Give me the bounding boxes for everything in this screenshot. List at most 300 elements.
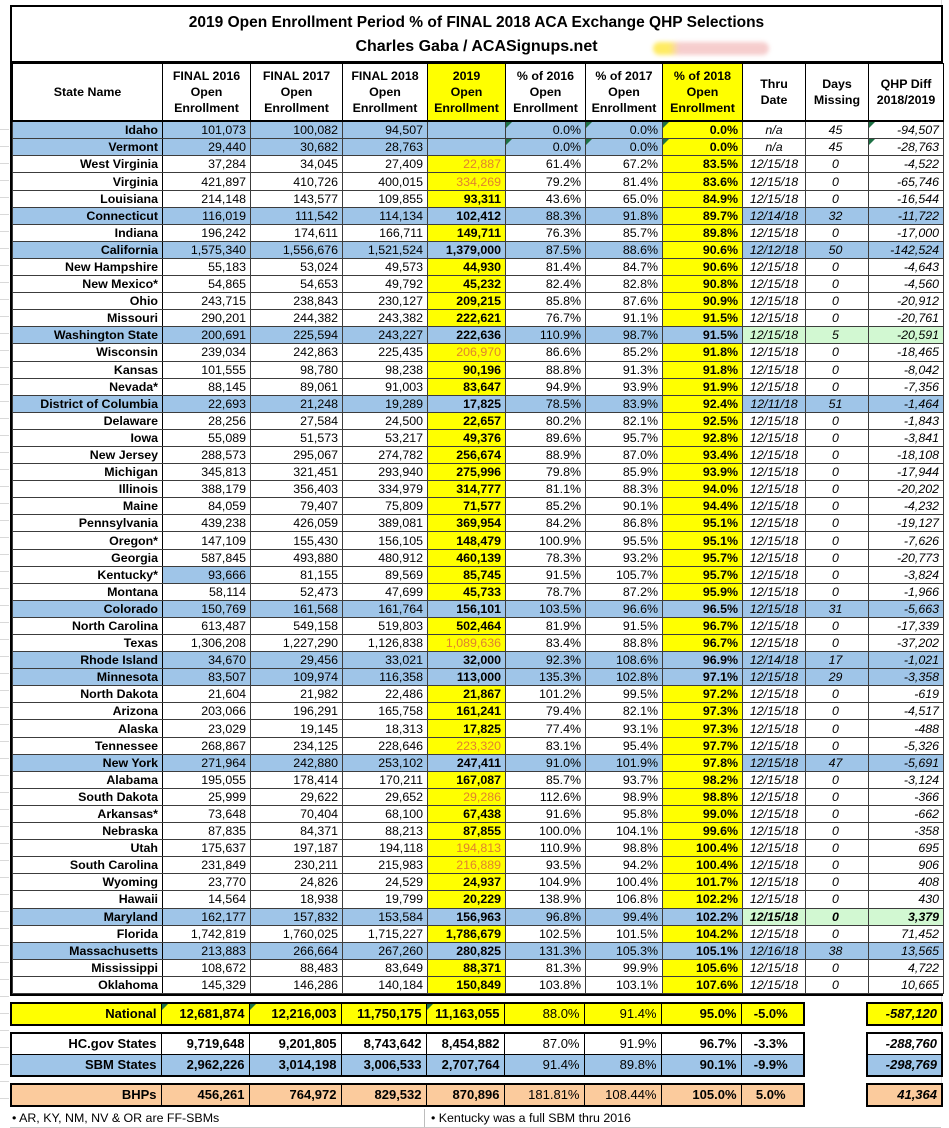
cell-e19: [428, 121, 506, 139]
state-row: [13, 224, 944, 241]
cell-diff: -4,517: [869, 703, 944, 720]
cell-p18: 93.9%: [663, 464, 743, 481]
col-header-p18: % of 2018 Open Enrollment: [663, 64, 743, 122]
cell-p18: 91.5%: [663, 327, 743, 344]
cell-p16: 86.6%: [506, 344, 586, 361]
cell-f17: 111,542: [251, 207, 343, 224]
cell-p17: 95.8%: [586, 805, 663, 822]
sum-p17: 91.9%: [584, 1033, 661, 1055]
cell-p18: 97.3%: [663, 703, 743, 720]
cell-f18: 225,435: [343, 344, 428, 361]
cell-f17: 52,473: [251, 583, 343, 600]
cell-thru: 12/15/18: [743, 635, 806, 652]
cell-f18: 1,521,524: [343, 241, 428, 258]
cell-diff: -20,761: [869, 310, 944, 327]
state-row: [13, 276, 944, 293]
cell-thru: 12/15/18: [743, 429, 806, 446]
cell-name: New Hampshire: [13, 258, 163, 275]
cell-days: 0: [806, 925, 869, 942]
cell-f18: 98,238: [343, 361, 428, 378]
cell-name: Maryland: [13, 908, 163, 925]
state-row: [13, 891, 944, 908]
cell-e19: 502,464: [428, 617, 506, 634]
cell-diff: -1,843: [869, 412, 944, 429]
cell-f17: 426,059: [251, 515, 343, 532]
cell-p17: 99.9%: [586, 959, 663, 976]
cell-name: Rhode Island: [13, 652, 163, 669]
cell-e19: 29,286: [428, 788, 506, 805]
cell-e19: 1,379,000: [428, 241, 506, 258]
sum-days: [804, 1003, 867, 1025]
cell-thru: 12/15/18: [743, 498, 806, 515]
cell-p18: 95.1%: [663, 532, 743, 549]
cell-thru: 12/15/18: [743, 327, 806, 344]
sum-p18: 90.1%: [661, 1054, 741, 1076]
cell-p18: 89.8%: [663, 224, 743, 241]
cell-f18: 68,100: [343, 805, 428, 822]
cell-f16: 28,256: [163, 412, 251, 429]
cell-f17: 242,880: [251, 754, 343, 771]
cell-p18: 97.2%: [663, 686, 743, 703]
cell-thru: 12/15/18: [743, 805, 806, 822]
cell-days: 0: [806, 549, 869, 566]
state-row: [13, 378, 944, 395]
cell-name: Illinois: [13, 481, 163, 498]
cell-p17: 91.5%: [586, 617, 663, 634]
cell-e19: 22,887: [428, 156, 506, 173]
cell-p17: 85.9%: [586, 464, 663, 481]
cell-e19: 32,000: [428, 652, 506, 669]
hcgov-sbm-summary: [10, 1032, 943, 1077]
cell-p16: 81.1%: [506, 481, 586, 498]
cell-diff: -28,763: [869, 139, 944, 156]
cell-p17: 98.8%: [586, 840, 663, 857]
cell-p16: 79.2%: [506, 173, 586, 190]
cell-diff: -11,722: [869, 207, 944, 224]
state-row: [13, 635, 944, 652]
state-row: [13, 344, 944, 361]
cell-f16: 195,055: [163, 771, 251, 788]
table-subtitle: Charles Gaba / ACASignups.net: [355, 38, 598, 56]
cell-diff: 4,722: [869, 959, 944, 976]
cell-e19: 87,855: [428, 823, 506, 840]
state-row: [13, 156, 944, 173]
cell-f16: 162,177: [163, 908, 251, 925]
cell-p17: 100.4%: [586, 874, 663, 891]
cell-thru: n/a: [743, 121, 806, 139]
cell-f16: 55,089: [163, 429, 251, 446]
cell-thru: 12/15/18: [743, 412, 806, 429]
state-row: [13, 600, 944, 617]
cell-e19: 280,825: [428, 942, 506, 959]
cell-e19: 167,087: [428, 771, 506, 788]
cell-p18: 100.4%: [663, 840, 743, 857]
state-row: [13, 327, 944, 344]
cell-name: Oklahoma: [13, 976, 163, 993]
cell-f16: 54,865: [163, 276, 251, 293]
cell-p16: 94.9%: [506, 378, 586, 395]
cell-days: 0: [806, 840, 869, 857]
cell-days: 0: [806, 361, 869, 378]
cell-p17: 99.4%: [586, 908, 663, 925]
col-header-p17: % of 2017 Open Enrollment: [586, 64, 663, 122]
cell-diff: -5,691: [869, 754, 944, 771]
cell-f16: 145,329: [163, 976, 251, 993]
cell-f18: 89,569: [343, 566, 428, 583]
cell-diff: 13,565: [869, 942, 944, 959]
cell-days: 0: [806, 156, 869, 173]
cell-p16: 78.3%: [506, 549, 586, 566]
summary-row: [11, 1033, 942, 1055]
sum-e19: 11,163,055: [426, 1003, 504, 1025]
cell-diff: -18,465: [869, 344, 944, 361]
cell-p18: 99.0%: [663, 805, 743, 822]
state-row: [13, 788, 944, 805]
cell-f16: 421,897: [163, 173, 251, 190]
cell-days: 45: [806, 121, 869, 139]
cell-p18: 97.8%: [663, 754, 743, 771]
cell-thru: 12/15/18: [743, 156, 806, 173]
cell-thru: 12/15/18: [743, 823, 806, 840]
cell-thru: 12/15/18: [743, 361, 806, 378]
cell-diff: -5,663: [869, 600, 944, 617]
cell-name: Colorado: [13, 600, 163, 617]
cell-f17: 161,568: [251, 600, 343, 617]
state-row: [13, 959, 944, 976]
state-row: [13, 549, 944, 566]
cell-thru: 12/15/18: [743, 976, 806, 993]
cell-p16: 138.9%: [506, 891, 586, 908]
sum-f16: 2,962,226: [161, 1054, 249, 1076]
cell-p18: 92.4%: [663, 395, 743, 412]
cell-e19: 223,320: [428, 737, 506, 754]
cell-p17: 82.8%: [586, 276, 663, 293]
cell-f16: 439,238: [163, 515, 251, 532]
cell-f16: 203,066: [163, 703, 251, 720]
cell-f18: 153,584: [343, 908, 428, 925]
state-row: [13, 361, 944, 378]
sum-diff: 41,364: [867, 1084, 942, 1106]
summary-row: [11, 1054, 942, 1076]
sum-name: HC.gov States: [11, 1033, 161, 1055]
cell-f17: 295,067: [251, 446, 343, 463]
cell-p17: 101.9%: [586, 754, 663, 771]
sum-p16: 181.81%: [504, 1084, 584, 1106]
cell-p16: 0.0%: [506, 121, 586, 139]
cell-f16: 87,835: [163, 823, 251, 840]
sum-e19: 2,707,764: [426, 1054, 504, 1076]
cell-diff: 10,665: [869, 976, 944, 993]
cell-f16: 23,029: [163, 720, 251, 737]
cell-f18: 243,227: [343, 327, 428, 344]
cell-days: 0: [806, 429, 869, 446]
cell-name: Maine: [13, 498, 163, 515]
cell-f16: 1,306,208: [163, 635, 251, 652]
cell-f18: 334,979: [343, 481, 428, 498]
cell-p18: 91.5%: [663, 310, 743, 327]
cell-e19: 156,101: [428, 600, 506, 617]
col-header-state: State Name: [13, 64, 163, 122]
cell-p18: 105.6%: [663, 959, 743, 976]
summary-row: [11, 1084, 942, 1106]
state-row: [13, 617, 944, 634]
cell-name: Utah: [13, 840, 163, 857]
cell-thru: 12/15/18: [743, 874, 806, 891]
state-row: [13, 241, 944, 258]
sum-f17: 12,216,003: [249, 1003, 341, 1025]
cell-p18: 91.9%: [663, 378, 743, 395]
cell-name: Kansas: [13, 361, 163, 378]
cell-p17: 86.8%: [586, 515, 663, 532]
cell-e19: 209,215: [428, 293, 506, 310]
cell-f16: 55,183: [163, 258, 251, 275]
cell-f18: 24,529: [343, 874, 428, 891]
cell-f16: 271,964: [163, 754, 251, 771]
cell-e19: 148,479: [428, 532, 506, 549]
sum-diff: -288,760: [867, 1033, 942, 1055]
cell-diff: -358: [869, 823, 944, 840]
cell-diff: -4,560: [869, 276, 944, 293]
cell-f18: 18,313: [343, 720, 428, 737]
sum-p17: 89.8%: [584, 1054, 661, 1076]
cell-f18: 389,081: [343, 515, 428, 532]
sum-p16: 91.4%: [504, 1054, 584, 1076]
state-row: [13, 190, 944, 207]
cell-f18: 83,649: [343, 959, 428, 976]
cell-name: New York: [13, 754, 163, 771]
cell-f16: 22,693: [163, 395, 251, 412]
cell-days: 0: [806, 737, 869, 754]
cell-p16: 85.8%: [506, 293, 586, 310]
cell-thru: 12/15/18: [743, 754, 806, 771]
cell-f17: 1,760,025: [251, 925, 343, 942]
cell-f16: 231,849: [163, 857, 251, 874]
cell-p17: 105.7%: [586, 566, 663, 583]
cell-thru: 12/15/18: [743, 703, 806, 720]
cell-e19: 67,438: [428, 805, 506, 822]
cell-f17: 100,082: [251, 121, 343, 139]
cell-p16: 61.4%: [506, 156, 586, 173]
cell-e19: 222,636: [428, 327, 506, 344]
cell-f18: 114,134: [343, 207, 428, 224]
cell-days: 0: [806, 515, 869, 532]
cell-days: 0: [806, 703, 869, 720]
cell-days: 32: [806, 207, 869, 224]
cell-thru: 12/12/18: [743, 241, 806, 258]
cell-name: Oregon*: [13, 532, 163, 549]
cell-f17: 1,556,676: [251, 241, 343, 258]
cell-p16: 100.9%: [506, 532, 586, 549]
cell-f18: 19,289: [343, 395, 428, 412]
cell-e19: 83,647: [428, 378, 506, 395]
cell-thru: 12/15/18: [743, 720, 806, 737]
cell-f17: 84,371: [251, 823, 343, 840]
bhp-summary: [10, 1083, 943, 1107]
cell-e19: 93,311: [428, 190, 506, 207]
col-header-f17: FINAL 2017 Open Enrollment: [251, 64, 343, 122]
cell-p18: 92.5%: [663, 412, 743, 429]
sum-f17: 9,201,805: [249, 1033, 341, 1055]
cell-f16: 93,666: [163, 566, 251, 583]
cell-f16: 147,109: [163, 532, 251, 549]
cell-name: Washington State: [13, 327, 163, 344]
cell-thru: 12/11/18: [743, 395, 806, 412]
cell-name: Alabama: [13, 771, 163, 788]
cell-p18: 90.6%: [663, 258, 743, 275]
cell-f17: 230,211: [251, 857, 343, 874]
cell-thru: 12/15/18: [743, 446, 806, 463]
cell-diff: 408: [869, 874, 944, 891]
cell-p16: 80.2%: [506, 412, 586, 429]
state-row: [13, 942, 944, 959]
sum-p16: 87.0%: [504, 1033, 584, 1055]
sum-name: BHPs: [11, 1084, 161, 1106]
cell-diff: -17,944: [869, 464, 944, 481]
cell-p16: 131.3%: [506, 942, 586, 959]
cell-p18: 83.6%: [663, 173, 743, 190]
cell-days: 38: [806, 942, 869, 959]
cell-days: 0: [806, 532, 869, 549]
cell-diff: -19,127: [869, 515, 944, 532]
cell-p17: 85.2%: [586, 344, 663, 361]
cell-e19: 334,269: [428, 173, 506, 190]
state-row: [13, 737, 944, 754]
cell-p17: 67.2%: [586, 156, 663, 173]
state-row: [13, 481, 944, 498]
cell-e19: 206,970: [428, 344, 506, 361]
cell-f18: 253,102: [343, 754, 428, 771]
cell-name: Wisconsin: [13, 344, 163, 361]
cell-e19: [428, 139, 506, 156]
state-row: [13, 703, 944, 720]
cell-p17: 93.9%: [586, 378, 663, 395]
cell-f18: 480,912: [343, 549, 428, 566]
cell-p16: 89.6%: [506, 429, 586, 446]
cell-p17: 93.2%: [586, 549, 663, 566]
cell-diff: -1,021: [869, 652, 944, 669]
cell-name: Arkansas*: [13, 805, 163, 822]
cell-name: Tennessee: [13, 737, 163, 754]
footnote-kentucky: • Kentucky was a full SBM thru 2016: [431, 1110, 631, 1125]
cell-f16: 200,691: [163, 327, 251, 344]
cell-p17: 108.6%: [586, 652, 663, 669]
cell-f18: 230,127: [343, 293, 428, 310]
cell-diff: -3,358: [869, 669, 944, 686]
cell-p16: 87.5%: [506, 241, 586, 258]
state-row: [13, 139, 944, 156]
cell-e19: 44,930: [428, 258, 506, 275]
cell-p18: 90.6%: [663, 241, 743, 258]
state-row: [13, 583, 944, 600]
cell-days: 0: [806, 310, 869, 327]
cell-f16: 150,769: [163, 600, 251, 617]
cell-f18: 228,646: [343, 737, 428, 754]
cell-thru: 12/15/18: [743, 925, 806, 942]
cell-thru: 12/15/18: [743, 891, 806, 908]
sum-f18: 11,750,175: [341, 1003, 426, 1025]
cell-name: Idaho: [13, 121, 163, 139]
cell-p17: 101.5%: [586, 925, 663, 942]
cell-thru: 12/15/18: [743, 481, 806, 498]
cell-p16: 83.4%: [506, 635, 586, 652]
cell-thru: 12/15/18: [743, 566, 806, 583]
cell-f18: 24,500: [343, 412, 428, 429]
cell-thru: 12/15/18: [743, 583, 806, 600]
col-header-diff: QHP Diff 2018/2019: [869, 64, 944, 122]
cell-days: 0: [806, 891, 869, 908]
cell-days: 0: [806, 823, 869, 840]
sum-f18: 8,743,642: [341, 1033, 426, 1055]
cell-f16: 213,883: [163, 942, 251, 959]
sum-p17: 91.4%: [584, 1003, 661, 1025]
cell-name: Minnesota: [13, 669, 163, 686]
cell-diff: -3,124: [869, 771, 944, 788]
cell-p18: 95.1%: [663, 515, 743, 532]
cell-thru: 12/15/18: [743, 344, 806, 361]
sum-p17: 108.44%: [584, 1084, 661, 1106]
sum-f16: 12,681,874: [161, 1003, 249, 1025]
cell-p16: 104.9%: [506, 874, 586, 891]
cell-f17: 53,024: [251, 258, 343, 275]
cell-thru: 12/15/18: [743, 515, 806, 532]
cell-f18: 47,699: [343, 583, 428, 600]
cell-e19: 369,954: [428, 515, 506, 532]
cell-thru: 12/15/18: [743, 549, 806, 566]
cell-name: District of Columbia: [13, 395, 163, 412]
cell-thru: 12/15/18: [743, 617, 806, 634]
cell-diff: -37,202: [869, 635, 944, 652]
cell-p17: 93.1%: [586, 720, 663, 737]
cell-e19: 222,621: [428, 310, 506, 327]
cell-days: 0: [806, 635, 869, 652]
cell-name: California: [13, 241, 163, 258]
cell-days: 0: [806, 481, 869, 498]
cell-thru: 12/14/18: [743, 207, 806, 224]
cell-f16: 58,114: [163, 583, 251, 600]
cell-days: 0: [806, 583, 869, 600]
cell-diff: -662: [869, 805, 944, 822]
cell-p17: 87.2%: [586, 583, 663, 600]
cell-p16: 100.0%: [506, 823, 586, 840]
cell-p18: 94.0%: [663, 481, 743, 498]
cell-f18: 49,573: [343, 258, 428, 275]
cell-p17: 82.1%: [586, 412, 663, 429]
cell-days: 29: [806, 669, 869, 686]
cell-p17: 98.7%: [586, 327, 663, 344]
cell-diff: -20,912: [869, 293, 944, 310]
cell-days: 50: [806, 241, 869, 258]
cell-days: 0: [806, 771, 869, 788]
cell-name: Connecticut: [13, 207, 163, 224]
cell-days: 45: [806, 139, 869, 156]
cell-p16: 77.4%: [506, 720, 586, 737]
cell-thru: 12/15/18: [743, 378, 806, 395]
cell-days: 0: [806, 412, 869, 429]
cell-diff: -366: [869, 788, 944, 805]
cell-days: 0: [806, 874, 869, 891]
cell-thru: 12/15/18: [743, 310, 806, 327]
cell-p16: 0.0%: [506, 139, 586, 156]
footnote-ffsbm: • AR, KY, NM, NV & OR are FF-SBMs: [10, 1109, 425, 1127]
cell-name: Alaska: [13, 720, 163, 737]
cell-name: Indiana: [13, 224, 163, 241]
cell-f16: 34,670: [163, 652, 251, 669]
cell-p16: 110.9%: [506, 327, 586, 344]
col-header-p16: % of 2016 Open Enrollment: [506, 64, 586, 122]
cell-f16: 288,573: [163, 446, 251, 463]
cell-p16: 102.5%: [506, 925, 586, 942]
cell-p18: 95.7%: [663, 566, 743, 583]
